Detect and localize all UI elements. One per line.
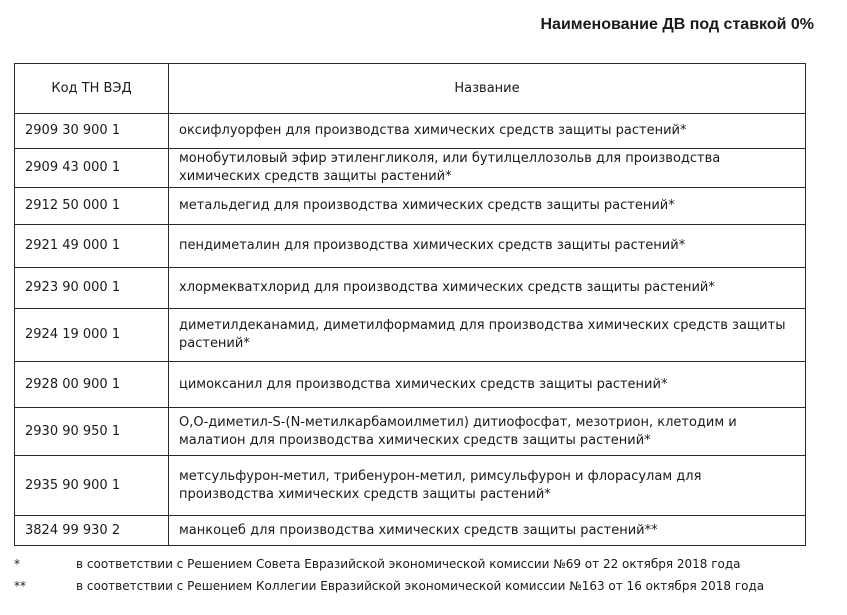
- code-cell: 2909 43 000 1: [15, 149, 169, 188]
- name-cell: О,О-диметил-S-(N-метилкарбамоилметил) дитиофосфат, мезотрион, клетодим и малатион для производства химических средств защиты растений*: [169, 408, 806, 456]
- table-row: [15, 516, 806, 546]
- code-cell: 3824 99 930 2: [15, 516, 169, 546]
- name-cell: диметилдеканамид, диметилформамид для производства химических средств защиты растений*: [169, 309, 806, 362]
- code-cell: 2930 90 950 1: [15, 408, 169, 456]
- table-row: [15, 408, 806, 456]
- code-cell: 2928 00 900 1: [15, 362, 169, 408]
- footnote-mark: *: [14, 557, 20, 571]
- code-cell: 2921 49 000 1: [15, 225, 169, 268]
- table-row: [15, 114, 806, 149]
- header-code: Код ТН ВЭД: [15, 64, 169, 114]
- table-row: [15, 268, 806, 309]
- codes-table: [14, 63, 806, 546]
- footnote-text: в соответствии с Решением Совета Евразийской экономической комиссии №69 от 22 октября 2018 года: [76, 557, 741, 571]
- footnote-text: в соответствии с Решением Коллегии Евразийской экономической комиссии №163 от 16 октября 2018 года: [76, 579, 765, 593]
- code-cell: 2924 19 000 1: [15, 309, 169, 362]
- name-cell: цимоксанил для производства химических средств защиты растений*: [169, 362, 806, 408]
- code-cell: 2923 90 000 1: [15, 268, 169, 309]
- table-row: [15, 456, 806, 516]
- code-cell: 2935 90 900 1: [15, 456, 169, 516]
- header-name: Название: [169, 64, 806, 114]
- table-row: [15, 225, 806, 268]
- name-cell: метсульфурон-метил, трибенурон-метил, римсульфурон и флорасулам для производства химических средств защиты растений*: [169, 456, 806, 516]
- name-cell: монобутиловый эфир этиленгликоля, или бутилцеллозольв для производства химических средств защиты растений*: [169, 149, 806, 188]
- name-cell: метальдегид для производства химических средств защиты растений*: [169, 188, 806, 225]
- name-cell: оксифлуорфен для производства химических средств защиты растений*: [169, 114, 806, 149]
- table-row: [15, 362, 806, 408]
- name-cell: манкоцеб для производства химических средств защиты растений**: [169, 516, 806, 546]
- table-row: [15, 188, 806, 225]
- footnote-mark: **: [14, 579, 26, 593]
- code-cell: 2912 50 000 1: [15, 188, 169, 225]
- page-title: Наименование ДВ под ставкой 0%: [540, 16, 814, 33]
- table-row: [15, 309, 806, 362]
- table-header-row: [15, 64, 806, 114]
- code-cell: 2909 30 900 1: [15, 114, 169, 149]
- name-cell: пендиметалин для производства химических средств защиты растений*: [169, 225, 806, 268]
- table-row: [15, 149, 806, 188]
- name-cell: хлормекватхлорид для производства химических средств защиты растений*: [169, 268, 806, 309]
